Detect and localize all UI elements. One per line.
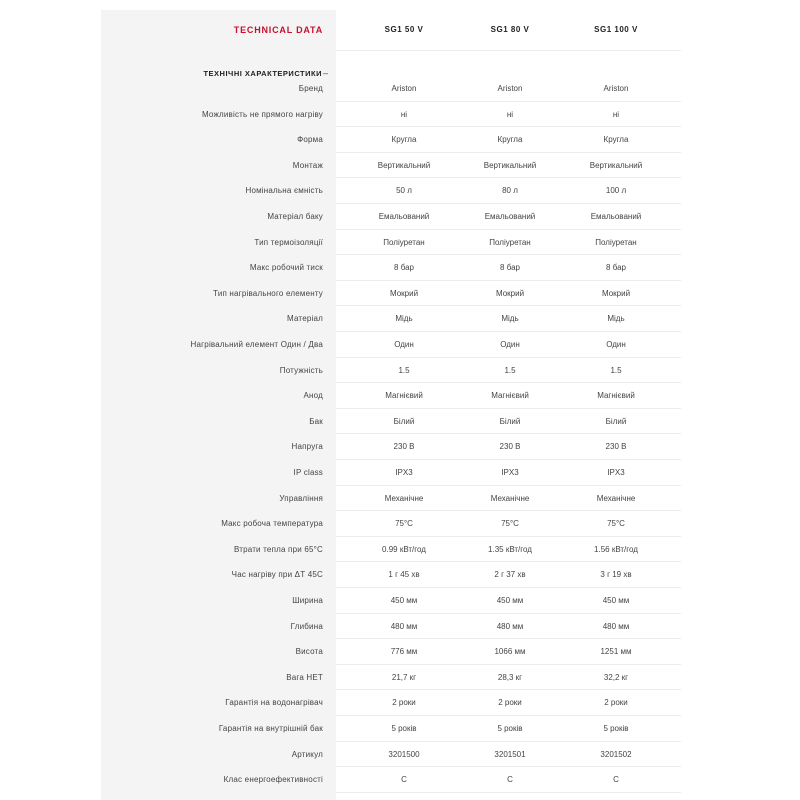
- spec-value-model-2: 8 бар: [500, 263, 520, 273]
- spec-label: Потужність: [279, 365, 323, 375]
- spec-label: Вага НЕТ: [286, 672, 323, 682]
- spec-group-title: ТЕХНІЧНІ ХАРАКТЕРИСТИКИ: [203, 69, 322, 78]
- table-header: [101, 10, 681, 50]
- collapse-icon[interactable]: –: [323, 68, 329, 78]
- spec-value-model-3: 1.5: [610, 365, 622, 375]
- table-row: [101, 665, 681, 690]
- spec-label: Матеріал: [287, 314, 323, 324]
- spec-label: Макс робоча температура: [221, 519, 323, 529]
- table-row: [101, 511, 681, 536]
- spec-value-model-2: 450 мм: [496, 596, 524, 605]
- table-row: [101, 588, 681, 613]
- spec-value-model-3: Вертикальний: [589, 160, 643, 170]
- table-row: [101, 742, 681, 767]
- spec-value-model-1: 8 бар: [394, 263, 414, 273]
- table-row: [101, 614, 681, 639]
- spec-value-model-2: Мідь: [501, 314, 519, 324]
- spec-value-model-2: С: [507, 775, 513, 785]
- spec-label: Номінальна ємність: [245, 186, 323, 196]
- table-row: [101, 383, 681, 408]
- spec-value-model-2: Емальований: [484, 212, 536, 221]
- spec-label: Глибина: [290, 621, 323, 631]
- spec-value-model-2: Механічне: [490, 493, 530, 503]
- spec-label: Ширина: [292, 596, 323, 605]
- spec-value-model-2: 230 В: [499, 442, 521, 452]
- spec-label: IP class: [293, 468, 323, 477]
- spec-value-model-1: Механічне: [384, 493, 424, 503]
- spec-value-model-1: 3201500: [388, 749, 420, 759]
- spec-value-model-1: Вертикальний: [377, 160, 431, 170]
- spec-value-model-2: ні: [506, 109, 514, 119]
- model-heading-2: SG1 80 V: [490, 25, 530, 34]
- spec-value-model-1: Мокрий: [389, 288, 419, 298]
- technical-data-title: TECHNICAL DATA: [233, 25, 323, 35]
- spec-value-model-3: С: [613, 775, 619, 785]
- table-row: [101, 537, 681, 562]
- spec-value-model-2: Один: [500, 340, 520, 349]
- spec-value-model-2: Поліуретан: [489, 237, 531, 247]
- spec-label: Тип нагрівального елементу: [213, 288, 323, 298]
- spec-value-model-3: Мокрий: [601, 288, 631, 298]
- spec-value-model-1: 230 В: [393, 442, 415, 452]
- model-heading-1: SG1 50 V: [384, 25, 424, 34]
- table-row: [101, 306, 681, 331]
- spec-value-model-3: 32,2 кг: [603, 672, 629, 682]
- spec-value-model-1: Ariston: [391, 84, 417, 93]
- spec-value-model-1: Поліуретан: [383, 237, 425, 247]
- spec-value-model-3: 450 мм: [602, 596, 630, 605]
- table-row: [101, 281, 681, 306]
- spec-label: Форма: [297, 135, 323, 145]
- spec-value-model-2: 2 г 37 хв: [494, 570, 526, 580]
- spec-value-model-3: 75°C: [607, 519, 625, 529]
- spec-value-model-3: 3 г 19 хв: [600, 570, 632, 580]
- spec-label: Матеріал баку: [267, 212, 323, 221]
- spec-value-model-3: Білий: [605, 416, 627, 426]
- row-divider: [336, 792, 681, 793]
- table-row: [101, 76, 681, 101]
- spec-value-model-2: Кругла: [497, 135, 523, 145]
- spec-value-model-1: 50 л: [396, 186, 412, 196]
- spec-value-model-3: 2 роки: [604, 698, 628, 708]
- table-row: [101, 332, 681, 357]
- spec-value-model-1: 5 років: [391, 724, 417, 733]
- spec-value-model-1: 776 мм: [390, 647, 418, 657]
- spec-value-model-3: 480 мм: [602, 621, 630, 631]
- table-row: [101, 358, 681, 383]
- spec-value-model-2: Ariston: [497, 84, 523, 93]
- spec-value-model-3: Поліуретан: [595, 237, 637, 247]
- spec-value-model-2: 1.35 кВт/год: [488, 544, 532, 554]
- spec-value-model-2: 1066 мм: [494, 647, 526, 657]
- spec-label: Монтаж: [292, 160, 323, 170]
- spec-value-model-2: 3201501: [494, 749, 526, 759]
- spec-value-model-2: 80 л: [502, 186, 518, 196]
- table-row: [101, 562, 681, 587]
- spec-value-model-1: Білий: [393, 416, 415, 426]
- spec-value-model-2: Мокрий: [495, 288, 525, 298]
- spec-label: Клас енергоефективності: [223, 775, 323, 785]
- table-row: [101, 127, 681, 152]
- table-row: [101, 255, 681, 280]
- spec-value-model-2: Магнієвий: [491, 391, 529, 401]
- table-row: [101, 204, 681, 229]
- spec-value-model-2: 5 років: [497, 724, 523, 733]
- spec-value-model-2: 28,3 кг: [497, 672, 523, 682]
- spec-label: Управління: [279, 493, 323, 503]
- spec-label: Тип термоізоляції: [254, 237, 323, 247]
- spec-value-model-3: 100 л: [605, 186, 627, 196]
- spec-value-model-3: 1251 мм: [600, 647, 632, 657]
- spec-value-model-1: Кругла: [391, 135, 417, 145]
- spec-value-model-3: Кругла: [603, 135, 629, 145]
- spec-label: Втрати тепла при 65°C: [233, 544, 323, 554]
- spec-value-model-1: 1.5: [398, 365, 410, 375]
- spec-value-model-1: 480 мм: [390, 621, 418, 631]
- spec-label: Можливість не прямого нагріву: [201, 109, 323, 119]
- spec-value-model-2: Вертикальний: [483, 160, 537, 170]
- spec-label: Висота: [295, 647, 323, 657]
- table-row: [101, 767, 681, 792]
- spec-label: Бак: [309, 416, 323, 426]
- spec-value-model-3: 1.56 кВт/год: [594, 544, 638, 554]
- table-row: [101, 486, 681, 511]
- spec-value-model-2: 75°C: [501, 519, 519, 529]
- spec-value-model-1: Мідь: [395, 314, 413, 324]
- spec-value-model-1: Магнієвий: [385, 391, 423, 401]
- spec-value-model-3: Емальований: [590, 212, 642, 221]
- spec-label: Бренд: [298, 84, 323, 93]
- table-row: [101, 434, 681, 459]
- spec-label: Гарантія на внутрішній бак: [218, 724, 323, 733]
- spec-value-model-1: IPX3: [395, 468, 413, 477]
- spec-label: Анод: [303, 391, 323, 401]
- spec-value-model-1: 75°C: [395, 519, 413, 529]
- spec-value-model-3: 8 бар: [606, 263, 626, 273]
- spec-value-model-3: Ariston: [603, 84, 629, 93]
- model-heading-3: SG1 100 V: [594, 25, 638, 34]
- spec-value-model-3: Один: [606, 340, 626, 349]
- table-row: [101, 460, 681, 485]
- spec-value-model-1: Емальований: [378, 212, 430, 221]
- spec-value-model-1: 450 мм: [390, 596, 418, 605]
- table-row: [101, 230, 681, 255]
- spec-value-model-3: ні: [612, 109, 620, 119]
- spec-value-model-3: 3201502: [600, 749, 632, 759]
- spec-label: Макс робочий тиск: [249, 263, 323, 273]
- spec-value-model-1: 1 г 45 хв: [388, 570, 420, 580]
- spec-label: Артикул: [291, 749, 323, 759]
- spec-value-model-3: Мідь: [607, 314, 625, 324]
- header-divider: [336, 50, 681, 51]
- spec-label: Нагрівальний елемент Один / Два: [190, 340, 323, 349]
- spec-value-model-3: 5 років: [603, 724, 629, 733]
- spec-value-model-1: 2 роки: [392, 698, 416, 708]
- spec-value-model-1: 0.99 кВт/год: [382, 544, 426, 554]
- table-row: [101, 178, 681, 203]
- table-row: [101, 690, 681, 715]
- spec-value-model-3: Магнієвий: [597, 391, 635, 401]
- spec-label: Напруга: [291, 442, 323, 452]
- table-row: [101, 409, 681, 434]
- spec-value-model-1: 21,7 кг: [391, 672, 417, 682]
- spec-value-model-2: 480 мм: [496, 621, 524, 631]
- spec-value-model-2: 2 роки: [498, 698, 522, 708]
- table-row: [101, 716, 681, 741]
- table-row: [101, 639, 681, 664]
- spec-value-model-1: ні: [400, 109, 408, 119]
- spec-value-model-3: IPX3: [607, 468, 625, 477]
- spec-value-model-2: IPX3: [501, 468, 519, 477]
- spec-value-model-1: Один: [394, 340, 414, 349]
- spec-value-model-3: Механічне: [596, 493, 636, 503]
- spec-label: Гарантія на водонагрівач: [225, 698, 323, 708]
- table-row: [101, 102, 681, 127]
- spec-value-model-2: Білий: [499, 416, 521, 426]
- spec-value-model-2: 1.5: [504, 365, 516, 375]
- spec-value-model-3: 230 В: [605, 442, 627, 452]
- table-row: [101, 153, 681, 178]
- spec-value-model-1: С: [401, 775, 407, 785]
- spec-label: Час нагріву при ΔТ 45С: [231, 570, 323, 580]
